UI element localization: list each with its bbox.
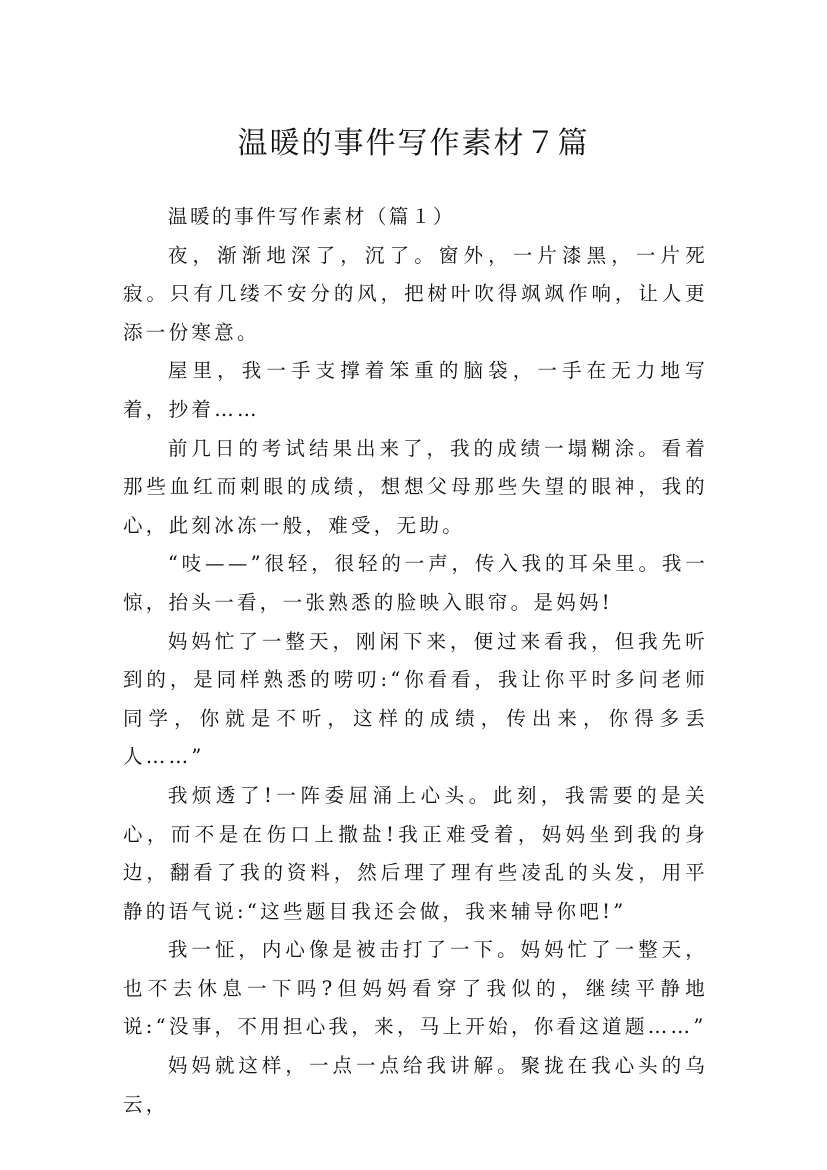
paragraph: 妈妈就这样，一点一点给我讲解。聚拢在我心头的乌云，	[123, 1054, 708, 1116]
paragraph: “吱——”很轻，很轻的一声，传入我的耳朵里。我一惊，抬头一看，一张熟悉的脸映入眼帘。是妈妈!	[123, 552, 708, 614]
paragraph: 屋里，我一手支撑着笨重的脑袋，一手在无力地写着，抄着……	[123, 359, 708, 421]
paragraph: 我烦透了!一阵委屈涌上心头。此刻，我需要的是关心，而不是在伤口上撒盐!我正难受着，妈妈坐到我的身边，翻看了我的资料，然后理了理有些凌乱的头发，用平静的语气说:“这些题目我还会做，我来辅导你吧!”	[123, 783, 708, 923]
paragraph: 前几日的考试结果出来了，我的成绩一塌糊涂。看着那些血红而刺眼的成绩，想想父母那些失望的眼神，我的心，此刻冰冻一般，难受，无助。	[123, 436, 708, 537]
section-heading: 温暖的事件写作素材（篇１）	[167, 205, 456, 228]
document-title: 温暖的事件写作素材７篇	[237, 126, 590, 162]
document-body	[123, 198, 708, 1124]
paragraph: 妈妈忙了一整天，刚闲下来，便过来看我，但我先听到的，是同样熟悉的唠叨:“你看看，我让你平时多问老师同学，你就是不听，这样的成绩，传出来，你得多丢人……”	[123, 629, 708, 769]
paragraph: 我一怔，内心像是被击打了一下。妈妈忙了一整天，也不去休息一下吗?但妈妈看穿了我似的，继续平静地说:“没事，不用担心我，来，马上开始，你看这道题……”	[123, 938, 708, 1039]
paragraph: 夜，渐渐地深了，沉了。窗外，一片漆黑，一片死寂。只有几缕不安分的风，把树叶吹得飒飒作响，让人更添一份寒意。	[123, 243, 708, 344]
